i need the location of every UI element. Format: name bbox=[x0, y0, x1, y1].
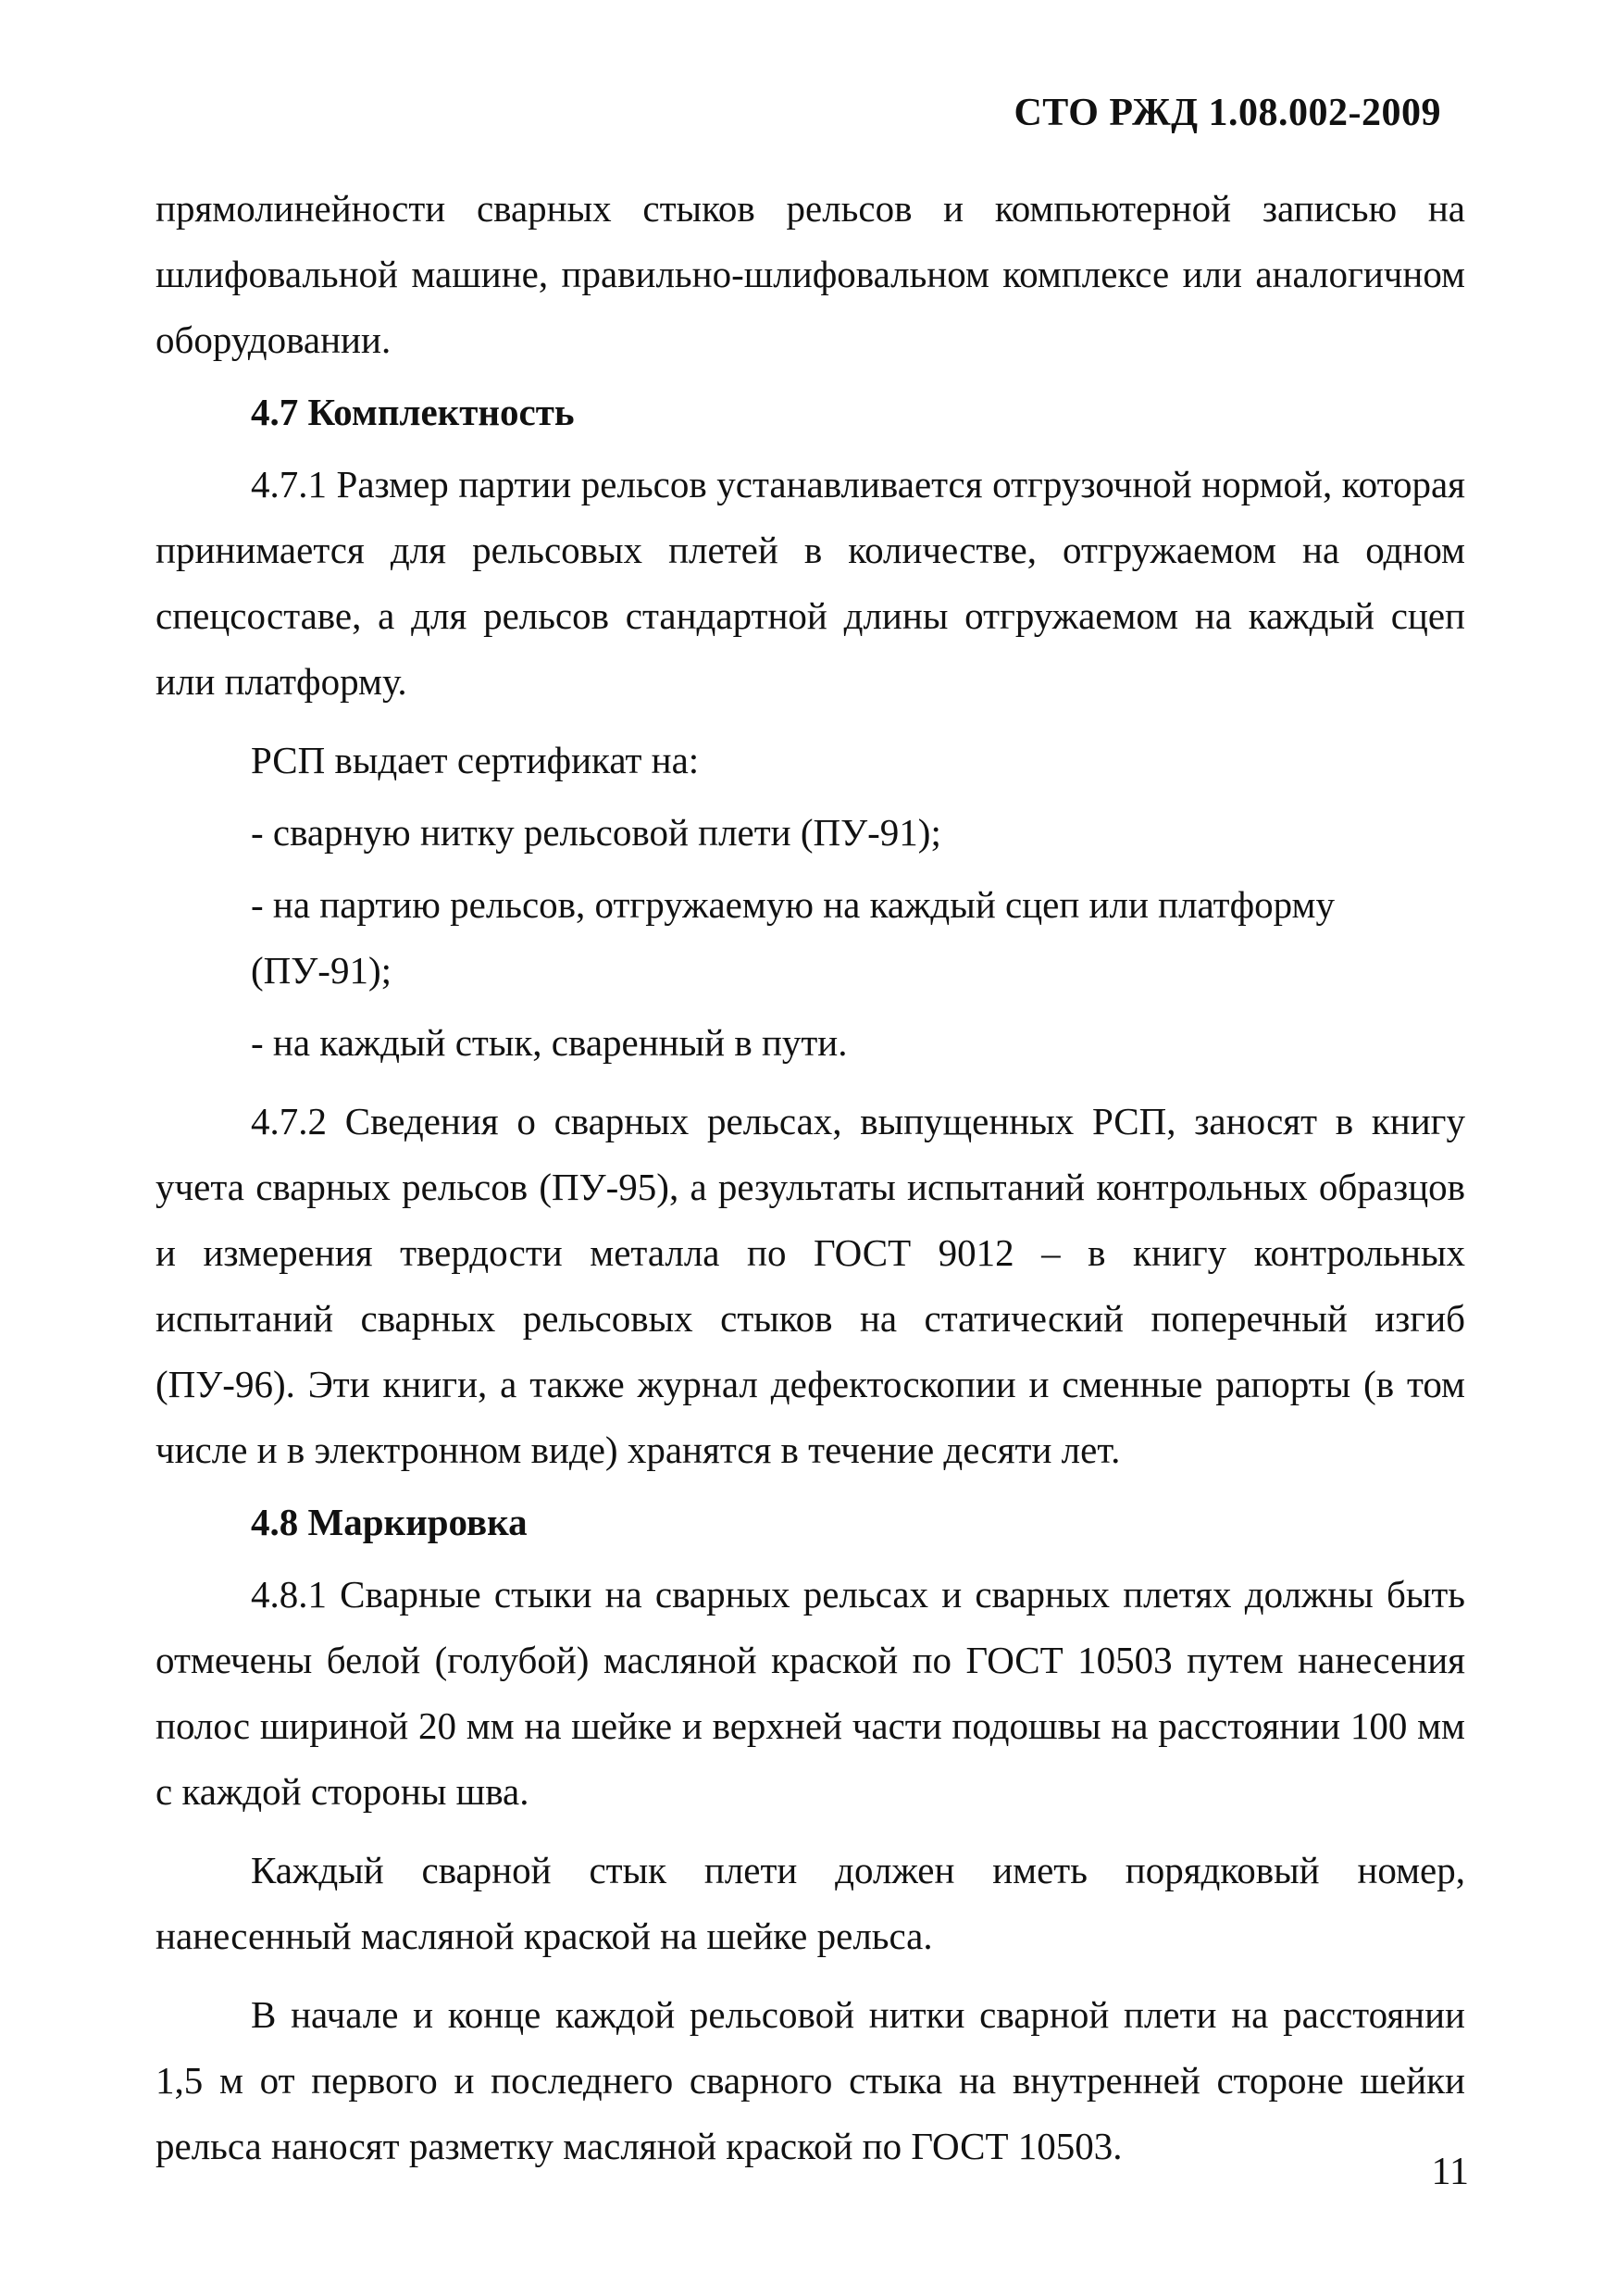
paragraph-joint-number: Каждый сварной стык плети должен иметь порядковый номер, нанесенный масляной краской на шейке рельса. bbox=[155, 1849, 1465, 1957]
page-number: 11 bbox=[1431, 2151, 1469, 2193]
section-heading-4-7: 4.7 Комплектность bbox=[251, 391, 575, 433]
paragraph-continuation: прямолинейности сварных стыков рельсов и компьютерной записью на шлифовальной машине, правильно-шлифовальном комплексе или аналогичном оборудовании. bbox=[155, 187, 1465, 361]
document-code-header: СТО РЖД 1.08.002-2009 bbox=[1014, 92, 1441, 134]
paragraph-4-8-1: 4.8.1 Сварные стыки на сварных рельсах и сварных плетях должны быть отмечены белой (голубой) масляной краской по ГОСТ 10503 путем нанесения полос шириной 20 мм на шейке и верхней части подошвы на расстоянии 100 мм с каждой стороны шва. bbox=[155, 1573, 1465, 1813]
paragraph-4-7-2: 4.7.2 Сведения о сварных рельсах, выпущенных РСП, заносят в книгу учета сварных рельсов (ПУ-95), а результаты испытаний контрольных образцов и измерения твердости металла по ГОСТ 9012 – в книгу контрольных испытаний сварных рельсовых стыков на статический поперечный изгиб (ПУ-96). Эти книги, а также журнал дефектоскопии и сменные рапорты (в том числе и в электронном виде) хранятся в течение десяти лет. bbox=[155, 1100, 1465, 1471]
page-body bbox=[155, 176, 1465, 2179]
list-item: - сварную нитку рельсовой плети (ПУ-91); bbox=[251, 811, 941, 854]
paragraph-4-7-1: 4.7.1 Размер партии рельсов устанавливается отгрузочной нормой, которая принимается для рельсовых плетей в количестве, отгружаемом на одном спецсоставе, а для рельсов стандартной длины отгружаемом на каждый сцеп или платформу. bbox=[155, 463, 1465, 703]
list-item: - на партию рельсов, отгружаемую на каждый сцеп или платформу (ПУ-91); bbox=[251, 883, 1335, 992]
paragraph-marking: В начале и конце каждой рельсовой нитки сварной плети на расстоянии 1,5 м от первого и последнего сварного стыка на внутренней стороне шейки рельса наносят разметку масляной краской по ГОСТ 10503. bbox=[155, 1993, 1465, 2167]
section-heading-4-8: 4.8 Маркировка bbox=[251, 1501, 528, 1543]
list-item: - на каждый стык, сваренный в пути. bbox=[251, 1021, 848, 1064]
paragraph-rsp-intro: РСП выдает сертификат на: bbox=[251, 739, 700, 781]
